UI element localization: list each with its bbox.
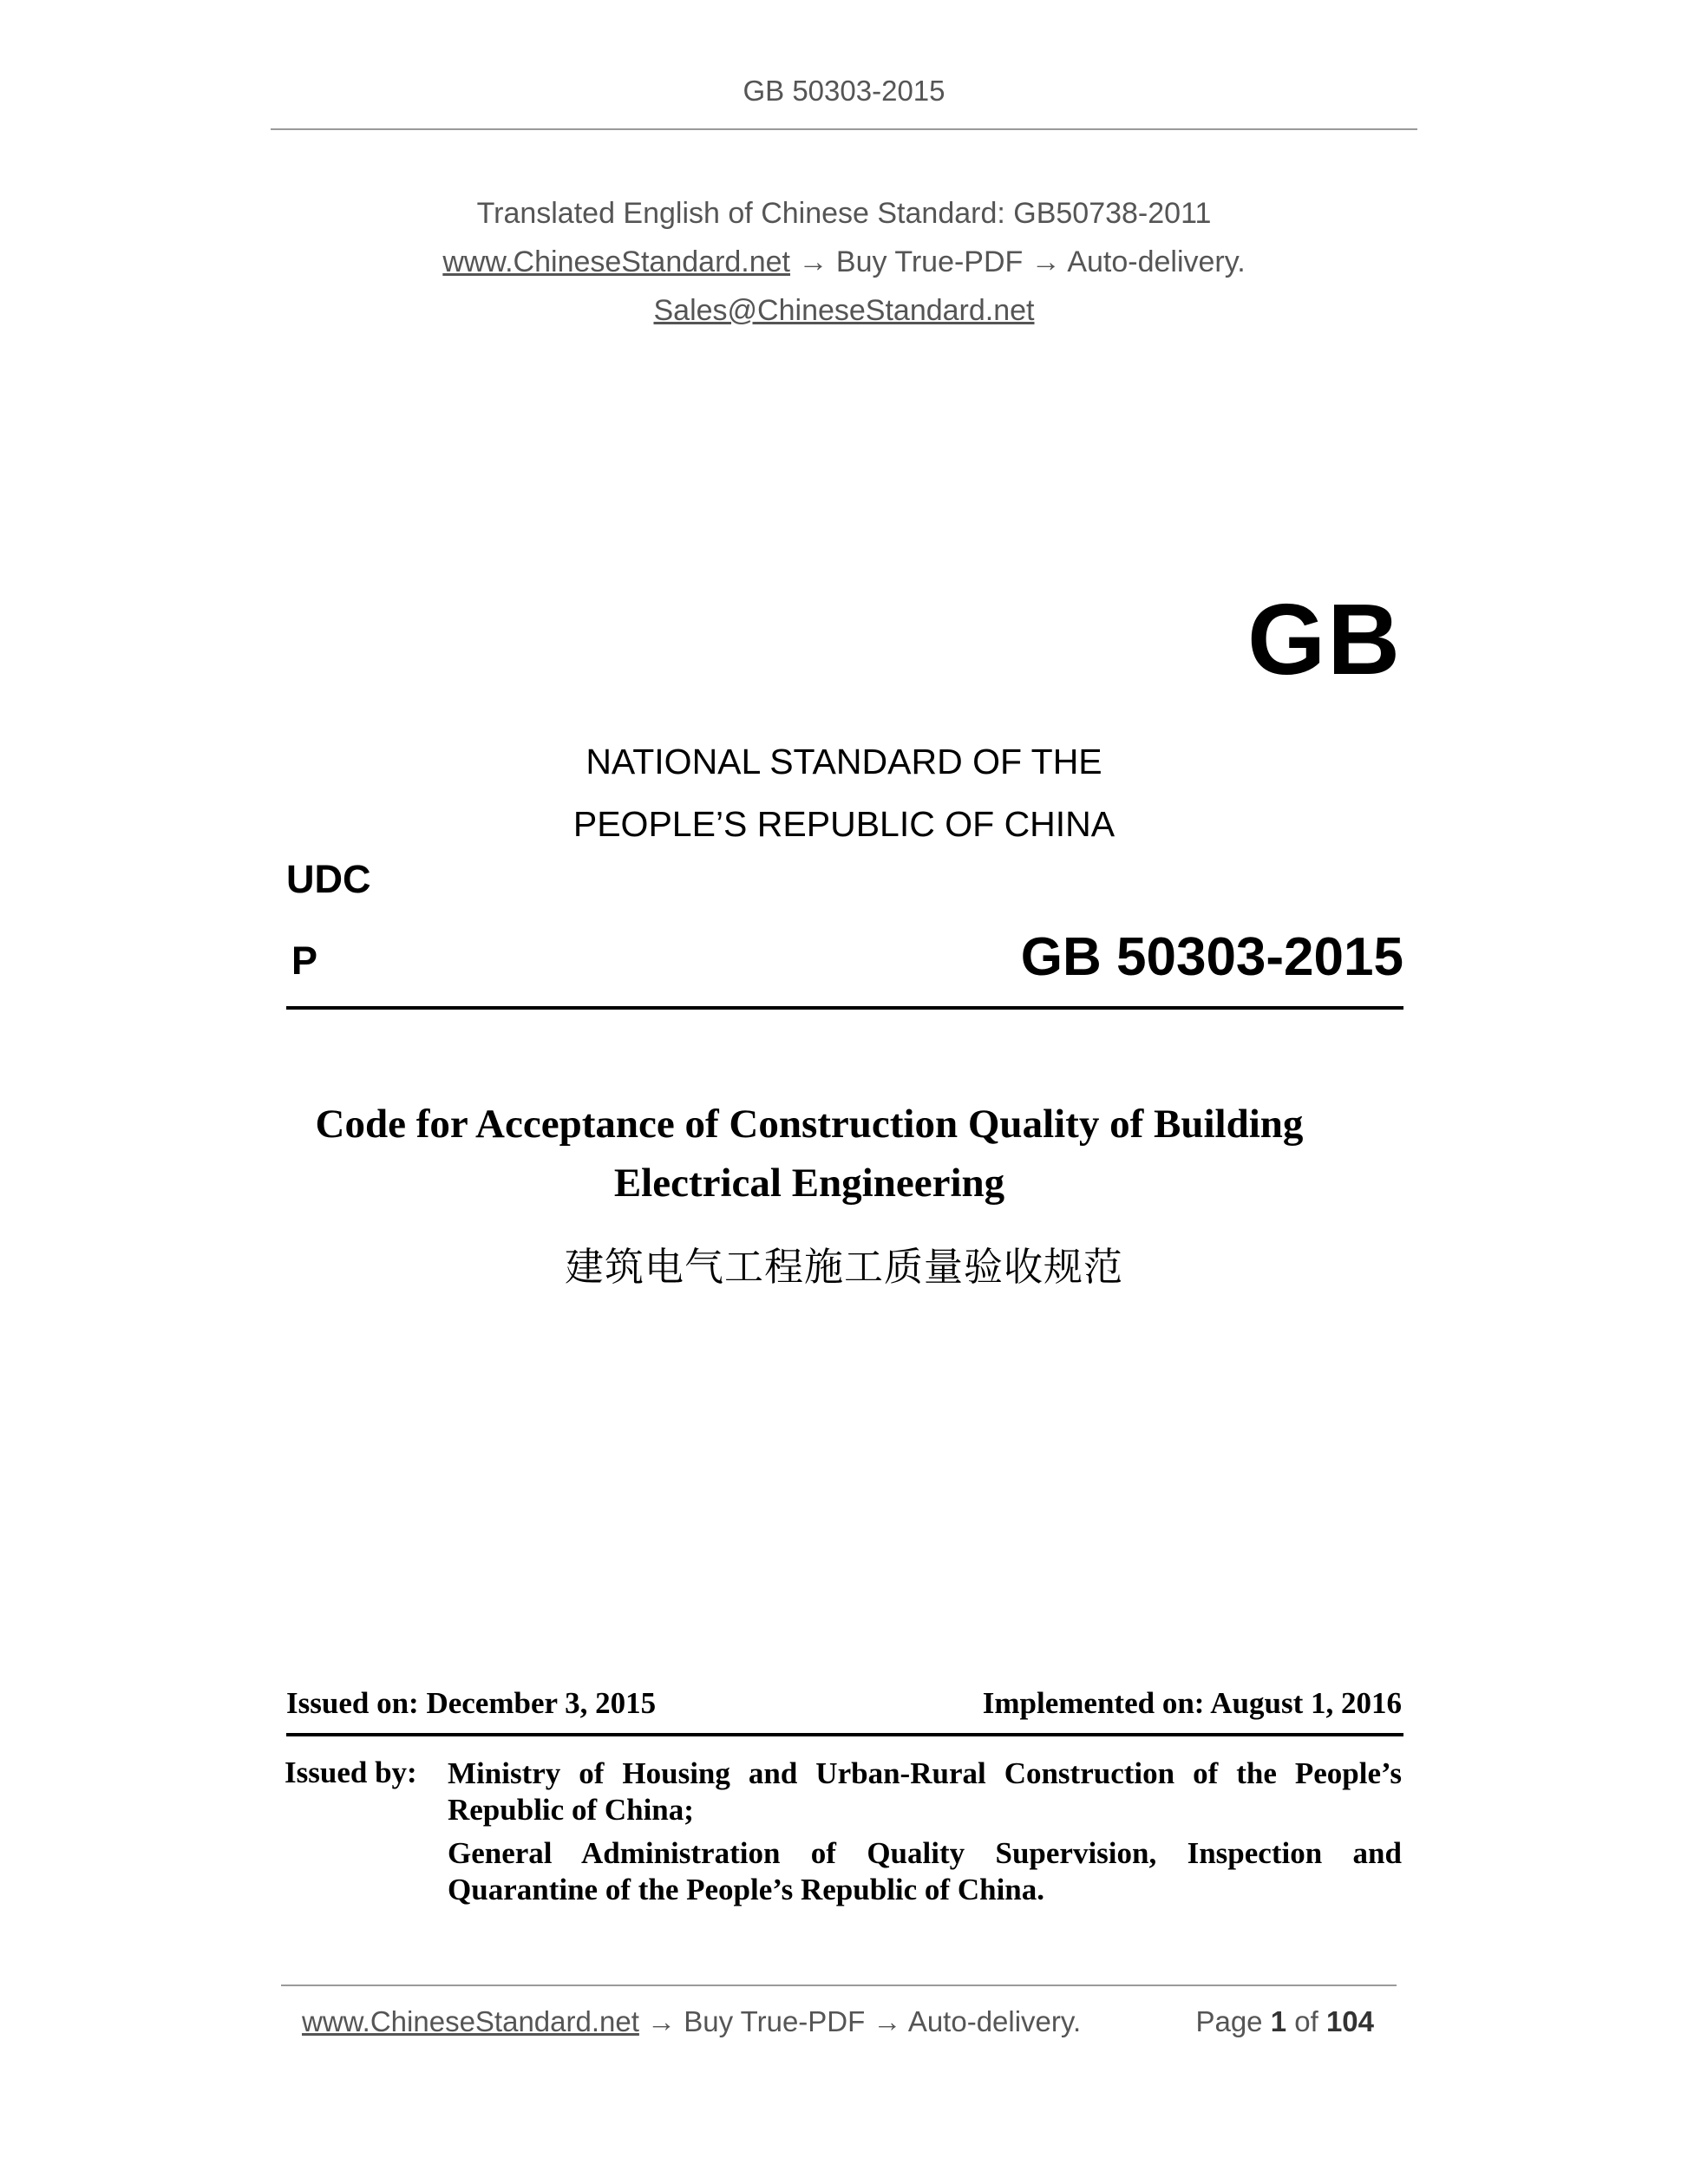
national-standard-heading (0, 730, 1688, 855)
title-chinese: 建筑电气工程施工质量验收规范 (564, 1245, 1123, 1289)
dates-divider (286, 1733, 1403, 1736)
footer-site-link[interactable]: www.ChineseStandard.net (302, 2005, 639, 2037)
title-divider (286, 1006, 1403, 1010)
translation-notice (0, 189, 1688, 335)
footer-purchase (302, 2005, 1081, 2038)
implemented-on-date: Implemented on: August 1, 2016 (982, 1686, 1402, 1720)
page-number (1195, 2005, 1374, 2038)
translation-line: Translated English of Chinese Standard: GB50738-2011 (476, 197, 1212, 230)
udc-label: UDC (286, 857, 371, 901)
page-header: GB 50303-2015 (743, 75, 945, 107)
issuer-2: General Administration of Quality Supervision, Inspection and Quarantine of the People’s Republic of China. (448, 1836, 1402, 1906)
footer-divider (281, 1985, 1397, 1986)
purchase-line (0, 238, 1688, 286)
national-line-1: NATIONAL STANDARD OF THE (586, 742, 1102, 781)
site-link[interactable]: www.ChineseStandard.net (442, 245, 791, 278)
national-line-2: PEOPLE’S REPUBLIC OF CHINA (572, 804, 1116, 844)
p-label: P (291, 938, 318, 983)
page-total: 104 (1325, 2005, 1374, 2037)
issued-by-label: Issued by: (285, 1756, 417, 1789)
issued-on-date: Issued on: December 3, 2015 (286, 1686, 657, 1720)
page-word: Page (1195, 2005, 1271, 2037)
standard-number: GB 50303-2015 (1020, 927, 1403, 987)
header-divider (271, 128, 1417, 130)
email-line (0, 286, 1688, 335)
gb-logo: GB (1247, 583, 1402, 696)
page-of: of (1286, 2005, 1326, 2037)
title-line-1: Code for Acceptance of Construction Quality of Building (315, 1102, 1304, 1147)
issuer-1: Ministry of Housing and Urban-Rural Construction of the People’s Republic of China; (448, 1756, 1402, 1827)
footer-purchase-text: → Buy True-PDF → Auto-delivery. (638, 2005, 1082, 2037)
sales-email-link[interactable]: Sales@ChineseStandard.net (653, 294, 1035, 327)
title-line-2: Electrical Engineering (613, 1161, 1005, 1206)
title-english (0, 1095, 1688, 1213)
purchase-text: → Buy True-PDF → Auto-delivery. (790, 245, 1246, 278)
issuers (448, 1756, 1402, 1915)
page-current: 1 (1270, 2005, 1287, 2037)
